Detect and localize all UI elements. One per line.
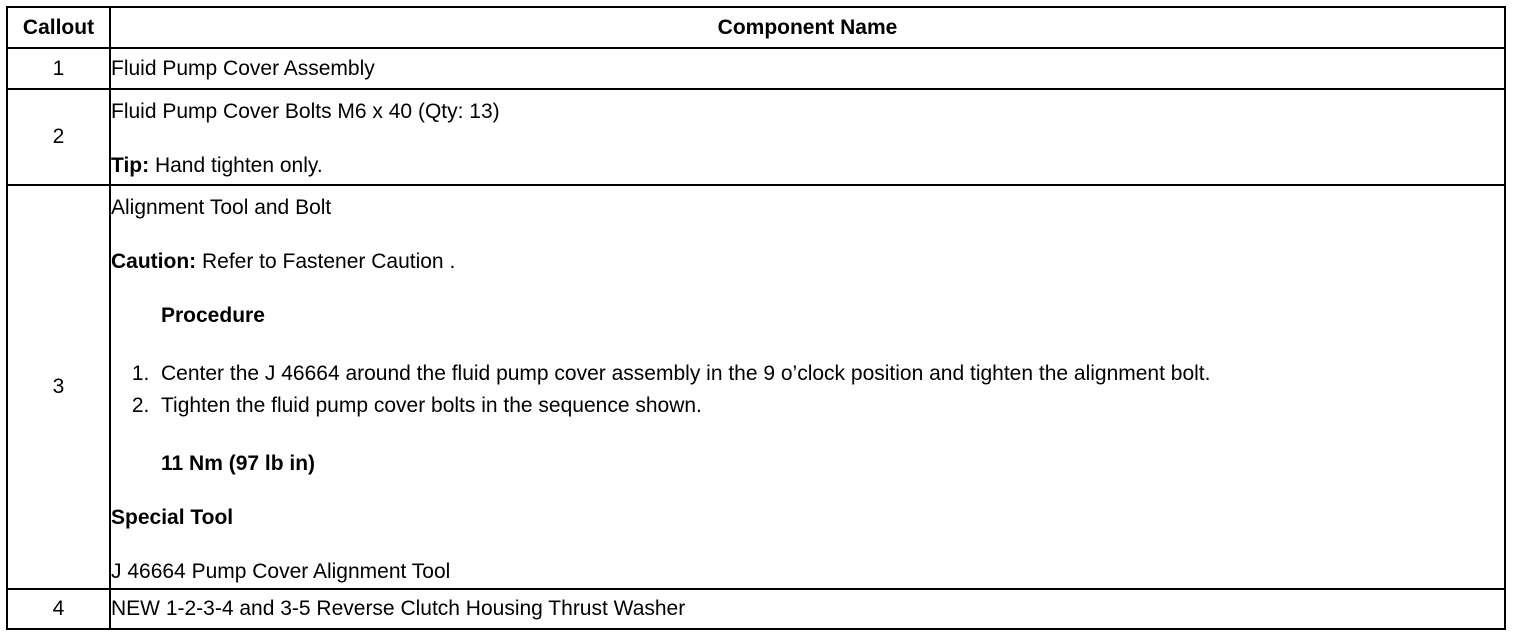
procedure-heading: Procedure: [161, 304, 265, 327]
table-row: [7, 185, 1505, 589]
procedure-step: [111, 390, 1504, 422]
tip-label: Tip:: [111, 154, 150, 177]
callout-number: 2: [7, 89, 110, 185]
component-name-text: NEW 1-2-3-4 and 3-5 Reverse Clutch Housing Thrust Washer: [111, 597, 686, 620]
component-name: [110, 589, 1505, 629]
callout-column-header: Callout: [7, 7, 110, 48]
table-row: [7, 89, 1505, 185]
callout-number: 3: [7, 185, 110, 589]
component-name-text: Alignment Tool and Bolt: [111, 196, 332, 219]
step-number-text: 2.: [131, 394, 150, 417]
procedure-steps: [111, 358, 1504, 422]
table-row: [7, 589, 1505, 629]
tip-note: [111, 154, 1504, 178]
callout-number: 1: [7, 48, 110, 89]
component-table: [6, 6, 1506, 630]
component-name: [110, 185, 1505, 589]
step-number-text: 1.: [131, 362, 150, 385]
caution-note: [111, 250, 1504, 274]
caution-label: Caution:: [111, 250, 197, 273]
tip-text: Hand tighten only.: [149, 154, 323, 177]
component-name-text: Fluid Pump Cover Assembly: [111, 56, 375, 80]
component-name-text: Fluid Pump Cover Bolts M6 x 40 (Qty: 13): [111, 100, 500, 123]
step-text: Center the J 46664 around the fluid pump cover assembly in the 9 o’clock position and tighten the alignment bolt.: [161, 362, 1211, 385]
table-header-row: [7, 7, 1505, 48]
procedure-step: [111, 358, 1504, 390]
special-tool-heading: Special Tool: [111, 506, 234, 529]
step-text: Tighten the fluid pump cover bolts in the sequence shown.: [161, 394, 702, 417]
step-number: [111, 358, 161, 390]
component-name: [110, 48, 1505, 89]
table-row: [7, 48, 1505, 89]
component-name-column-header: Component Name: [110, 7, 1505, 48]
caution-text: Refer to Fastener Caution .: [196, 250, 456, 273]
step-number: [111, 390, 161, 422]
callout-number: 4: [7, 589, 110, 629]
component-name: [110, 89, 1505, 185]
special-tool-name: J 46664 Pump Cover Alignment Tool: [111, 560, 451, 583]
torque-spec: 11 Nm (97 lb in): [161, 452, 316, 475]
